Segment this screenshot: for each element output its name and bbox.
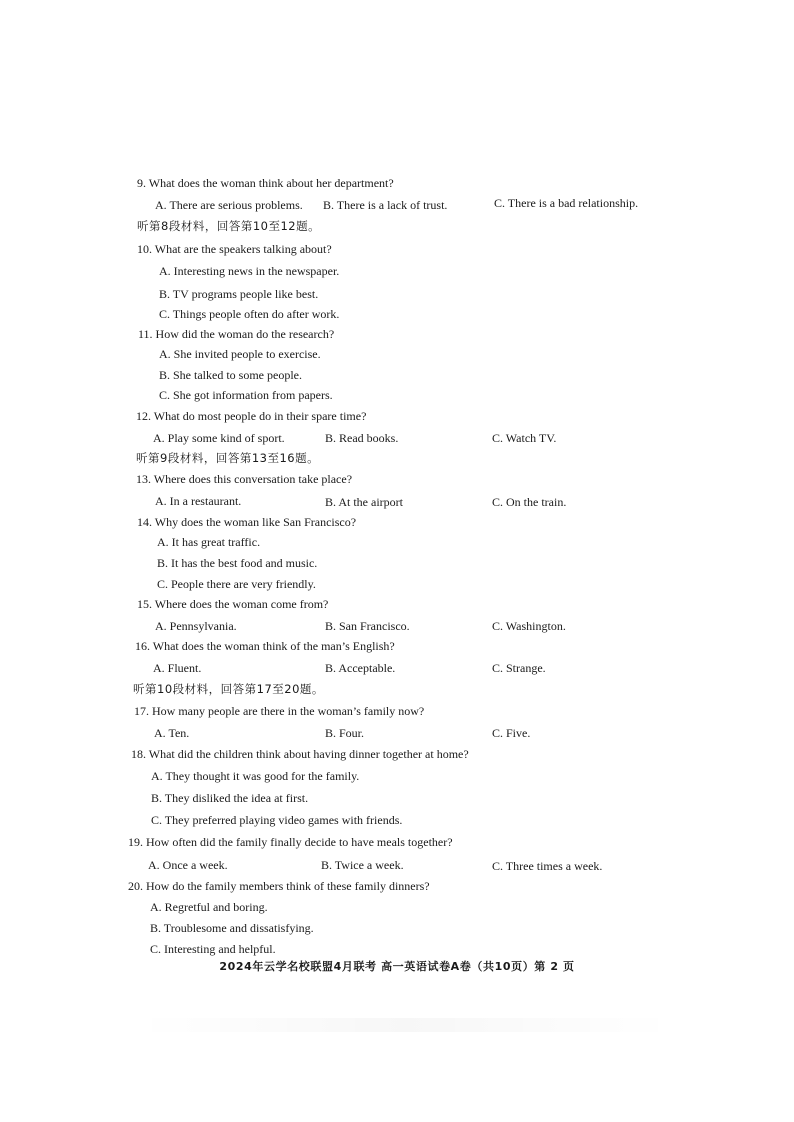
question-11: 11. How did the woman do the research? [138,327,335,341]
q18-option-a: A. They thought it was good for the family. [151,769,360,783]
question-17: 17. How many people are there in the woman’s family now? [134,704,425,718]
q12-option-b: B. Read books. [325,431,399,445]
q15-option-b: B. San Francisco. [325,619,410,633]
q16-option-b: B. Acceptable. [325,661,396,675]
q10-option-a: A. Interesting news in the newspaper. [159,264,340,278]
q17-option-a: A. Ten. [154,726,190,740]
question-10: 10. What are the speakers talking about? [137,242,332,256]
q13-option-b: B. At the airport [325,495,403,509]
q12-option-c: C. Watch TV. [492,431,557,445]
scan-smudge [135,1018,675,1032]
section-8-instruction: 听第8段材料，回答第10至12题。 [137,219,321,233]
question-12: 12. What do most people do in their spare time? [136,409,367,423]
section-10-instruction: 听第10段材料，回答第17至20题。 [133,682,324,696]
q14-option-c: C. People there are very friendly. [157,577,316,591]
q16-option-a: A. Fluent. [153,661,202,675]
q20-option-b: B. Troublesome and dissatisfying. [150,921,314,935]
section-9-instruction: 听第9段材料，回答第13至16题。 [136,451,320,465]
q11-option-a: A. She invited people to exercise. [159,347,321,361]
q9-option-b: B. There is a lack of trust. [323,198,448,212]
q18-option-c: C. They preferred playing video games with friends. [151,813,403,827]
q17-option-b: B. Four. [325,726,365,740]
q10-option-c: C. Things people often do after work. [159,307,340,321]
q11-option-b: B. She talked to some people. [159,368,302,382]
q20-option-a: A. Regretful and boring. [150,900,268,914]
q17-option-c: C. Five. [492,726,531,740]
q10-option-b: B. TV programs people like best. [159,287,319,301]
question-13: 13. Where does this conversation take place? [136,472,353,486]
q20-option-c: C. Interesting and helpful. [150,942,276,956]
question-16: 16. What does the woman think of the man’s English? [135,639,395,653]
q15-option-a: A. Pennsylvania. [155,619,237,633]
q14-option-a: A. It has great traffic. [157,535,261,549]
q9-option-c: C. There is a bad relationship. [494,196,639,210]
q13-option-a: A. In a restaurant. [155,494,242,508]
q14-option-b: B. It has the best food and music. [157,556,318,570]
question-19: 19. How often did the family finally decide to have meals together? [128,835,453,849]
question-20: 20. How do the family members think of these family dinners? [128,879,430,893]
q16-option-c: C. Strange. [492,661,546,675]
q15-option-c: C. Washington. [492,619,566,633]
q12-option-a: A. Play some kind of sport. [153,431,285,445]
q9-option-a: A. There are serious problems. [155,198,303,212]
page-footer: 2024年云学名校联盟4月联考 高一英语试卷A卷（共10页）第 2 页 [219,960,575,973]
q11-option-c: C. She got information from papers. [159,388,333,402]
question-9: 9. What does the woman think about her department? [137,176,394,190]
question-18: 18. What did the children think about having dinner together at home? [131,747,469,761]
question-15: 15. Where does the woman come from? [137,597,329,611]
q13-option-c: C. On the train. [492,495,567,509]
q19-option-a: A. Once a week. [148,858,228,872]
q19-option-b: B. Twice a week. [321,858,404,872]
q18-option-b: B. They disliked the idea at first. [151,791,309,805]
q19-option-c: C. Three times a week. [492,859,603,873]
question-14: 14. Why does the woman like San Francisco? [137,515,357,529]
